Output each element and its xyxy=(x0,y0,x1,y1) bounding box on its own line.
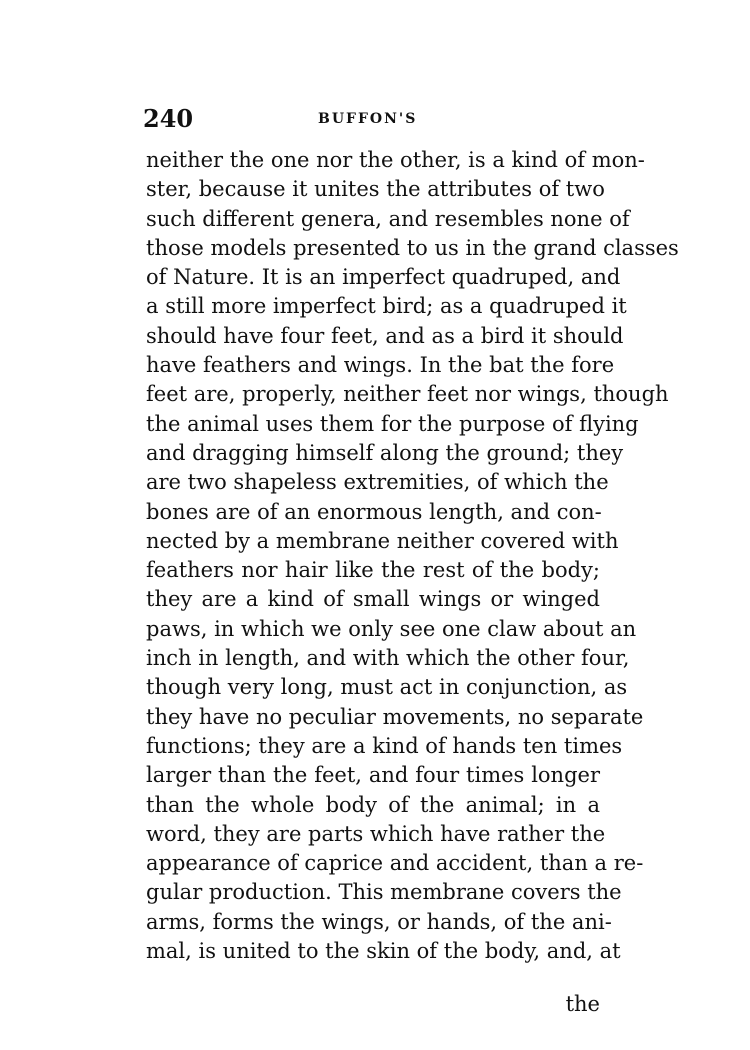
text-line: and dragging himself along the ground; they xyxy=(146,440,624,465)
text-line: larger than the feet, and four times longer xyxy=(146,763,600,788)
text-line: the animal uses them for the purpose of flying xyxy=(146,411,639,436)
body-text xyxy=(146,146,679,966)
text-line: arms, forms the wings, or hands, of the ani- xyxy=(146,909,612,934)
text-line: paws, in which we only see one claw about an xyxy=(146,616,637,641)
text-line: should have four feet, and as a bird it should xyxy=(146,323,624,348)
text-line: have feathers and wings. In the bat the fore xyxy=(146,353,615,378)
text-line: than the whole body of the animal; in a xyxy=(146,792,600,817)
text-line: gular production. This membrane covers the xyxy=(146,880,622,905)
text-line: though very long, must act in conjunction, as xyxy=(146,675,628,700)
text-line: those models presented to us in the grand classes xyxy=(146,235,679,260)
text-line: mal, is united to the skin of the body, and, at xyxy=(146,939,621,964)
page-number: 240 xyxy=(143,104,194,133)
text-line: a still more imperfect bird; as a quadruped it xyxy=(146,294,627,319)
text-line: functions; they are a kind of hands ten times xyxy=(146,733,623,758)
text-line: appearance of caprice and accident, than a re- xyxy=(146,851,644,876)
text-line: word, they are parts which have rather the xyxy=(146,821,606,846)
text-line: nected by a membrane neither covered with xyxy=(146,528,619,553)
text-line: inch in length, and with which the other four, xyxy=(146,646,630,671)
page-header xyxy=(143,104,603,134)
text-line: feet are, properly, neither feet nor wings, though xyxy=(146,382,669,407)
catchword: the xyxy=(565,992,600,1016)
text-line: ster, because it unites the attributes of two xyxy=(146,177,605,202)
text-line: feathers nor hair like the rest of the body; xyxy=(146,558,600,583)
text-line: of Nature. It is an imperfect quadruped, and xyxy=(146,265,621,290)
text-line: they are a kind of small wings or winged xyxy=(146,587,600,612)
text-line: such different genera, and resembles none of xyxy=(146,206,630,231)
running-head: BUFFON'S xyxy=(318,111,418,127)
text-line: bones are of an enormous length, and con- xyxy=(146,499,602,524)
text-line: neither the one nor the other, is a kind of mon- xyxy=(146,148,645,172)
text-line: they have no peculiar movements, no separate xyxy=(146,704,644,729)
text-line: are two shapeless extremities, of which the xyxy=(146,470,609,495)
